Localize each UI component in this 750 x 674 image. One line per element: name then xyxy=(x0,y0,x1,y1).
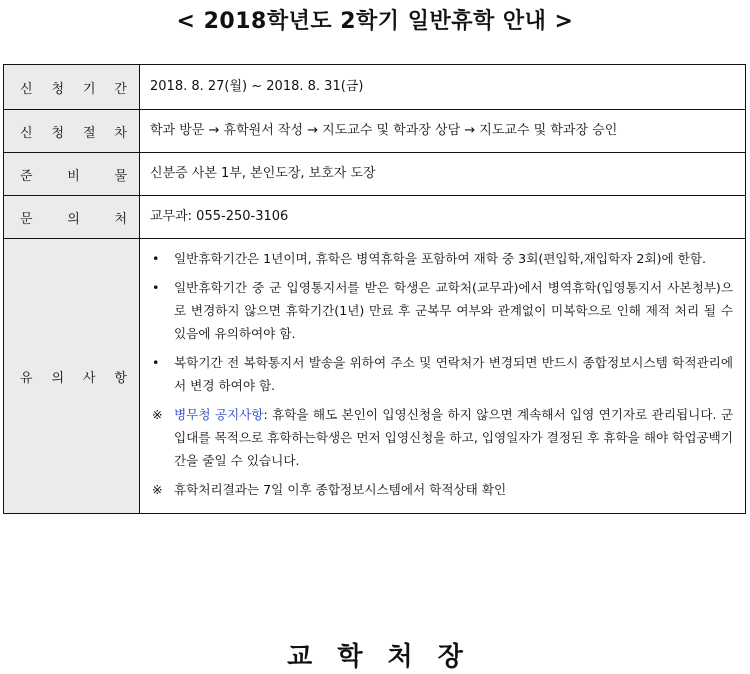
info-table xyxy=(3,64,746,514)
notes-cell xyxy=(140,239,746,514)
military-notice-highlight: 병무청 공지사항 xyxy=(174,407,264,422)
label-char: 물 xyxy=(114,168,127,184)
label-char: 의 xyxy=(51,370,65,386)
label-materials xyxy=(4,153,140,196)
note-item xyxy=(152,351,733,397)
note-item xyxy=(152,247,733,270)
label-char: 간 xyxy=(114,81,127,97)
label-char: 신 xyxy=(20,125,33,141)
label-char: 절 xyxy=(82,125,96,141)
label-notes xyxy=(4,239,140,514)
note-text: 일반휴학기간은 1년이며, 휴학은 병역휴학을 포함하여 재학 중 3회(편입학,재입학자 2회)에 한함. xyxy=(174,251,707,266)
note-text: 휴학처리결과는 7일 이후 종합정보시스템에서 학적상태 확인 xyxy=(174,482,507,497)
issuer-char: 처 xyxy=(387,642,413,672)
label-char: 비 xyxy=(67,168,80,184)
label-char: 문 xyxy=(20,211,33,227)
value-contact: 교무과: 055-250-3106 xyxy=(140,196,746,239)
note-text: 일반휴학기간 중 군 입영통지서를 받은 학생은 교학처(교무과)에서 병역휴학(입영통지서 사본청부)으로 변경하지 않으면 휴학기간(1년) 만료 후 군복무 여부와 관계없이 미복학으로 인해 제적 처리 될 수 있음에 유의하여야 함. xyxy=(174,280,733,341)
issuer-char: 장 xyxy=(437,642,463,672)
issuer-char: 학 xyxy=(337,642,363,672)
reference-marker: ※ xyxy=(152,407,163,422)
label-char: 기 xyxy=(82,81,96,97)
label-char: 유 xyxy=(20,370,33,386)
bullet-marker: • xyxy=(152,251,160,266)
label-char: 신 xyxy=(20,81,33,97)
label-char: 차 xyxy=(114,125,127,141)
label-contact xyxy=(4,196,140,239)
label-char: 사 xyxy=(82,370,96,386)
note-text: 복학기간 전 복학통지서 발송을 위하여 주소 및 연락처가 변경되면 반드시 종합정보시스템 학적관리에서 변경 하여야 함. xyxy=(174,355,733,393)
issuer-signature xyxy=(0,636,750,673)
label-char: 처 xyxy=(114,211,127,227)
bullet-marker: • xyxy=(152,355,160,370)
note-item xyxy=(152,403,733,472)
label-period xyxy=(4,65,140,110)
row-materials xyxy=(4,153,746,196)
label-char: 의 xyxy=(67,211,80,227)
page-title: < 2018학년도 2학기 일반휴학 안내 > xyxy=(176,9,574,34)
reference-marker: ※ xyxy=(152,482,163,497)
issuer-char: 교 xyxy=(287,642,313,672)
value-materials: 신분증 사본 1부, 본인도장, 보호자 도장 xyxy=(140,153,746,196)
note-item xyxy=(152,478,733,501)
label-char: 청 xyxy=(51,125,65,141)
label-char: 준 xyxy=(20,168,33,184)
note-item xyxy=(152,276,733,345)
label-procedure xyxy=(4,110,140,153)
label-char: 청 xyxy=(51,81,65,97)
row-contact xyxy=(4,196,746,239)
note-text-wrapper xyxy=(174,403,733,472)
note-text: : 휴학을 해도 본인이 입영신청을 하지 않으면 계속해서 입영 연기자로 관리됩니다. 군 입대를 목적으로 휴학하는학생은 먼저 입영신청을 하고, 입영일자가 결정된 후 휴학을 해야 학업공백기간을 줄일 수 있습니다. xyxy=(174,407,733,468)
label-char: 항 xyxy=(114,370,127,386)
row-procedure xyxy=(4,110,746,153)
row-notes xyxy=(4,239,746,514)
row-period xyxy=(4,65,746,110)
value-procedure: 학과 방문 → 휴학원서 작성 → 지도교수 및 학과장 상담 → 지도교수 및 학과장 승인 xyxy=(140,110,746,153)
value-period: 2018. 8. 27(월) ~ 2018. 8. 31(금) xyxy=(140,65,746,110)
bullet-marker: • xyxy=(152,280,160,295)
